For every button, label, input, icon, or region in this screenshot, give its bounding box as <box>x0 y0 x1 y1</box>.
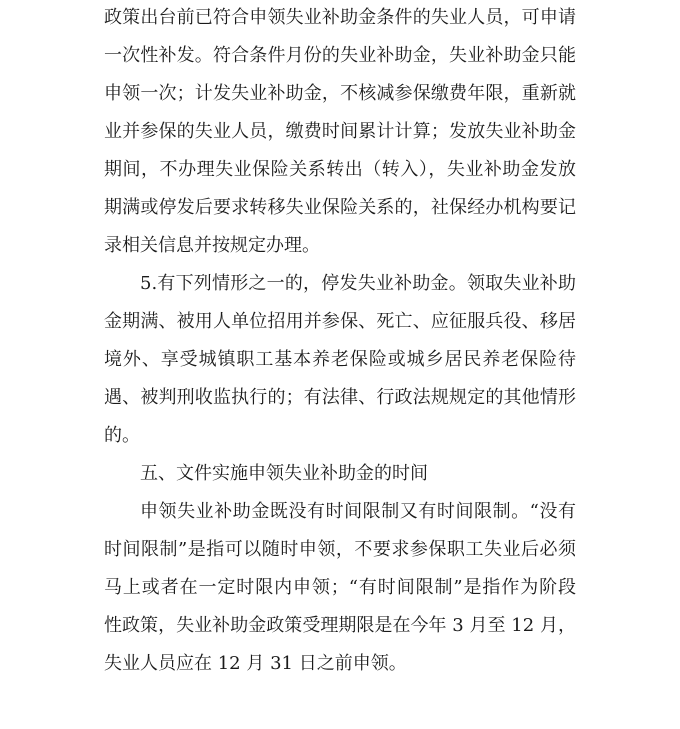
paragraph-line: 政策出台前已符合申领失业补助金条件的失业人员，可申请 <box>104 7 576 28</box>
paragraph-line: 期满或停发后要求转移失业保险关系的，社保经办机构要记 <box>104 197 576 218</box>
paragraph-line: 遇、被判刑收监执行的；有法律、行政法规规定的其他情形 <box>104 387 576 408</box>
paragraph-line: 时间限制”是指可以随时申领，不要求参保职工失业后必须 <box>104 539 576 560</box>
paragraph-line: 马上或者在一定时限内申领；“有时间限制”是指作为阶段 <box>104 577 576 598</box>
paragraph-line: 5.有下列情形之一的，停发失业补助金。领取失业补助 <box>140 273 576 294</box>
paragraph-line: 申领失业补助金既没有时间限制又有时间限制。“没有 <box>140 501 576 522</box>
paragraph-line: 一次性补发。符合条件月份的失业补助金，失业补助金只能 <box>104 45 576 66</box>
paragraph-line: 金期满、被用人单位招用并参保、死亡、应征服兵役、移居 <box>104 311 576 332</box>
paragraph-line: 期间，不办理失业保险关系转出（转入），失业补助金发放 <box>104 159 576 180</box>
paragraph-line: 性政策，失业补助金政策受理期限是在今年 3 月至 12 月， <box>104 615 576 636</box>
paragraph-line: 的。 <box>104 425 140 446</box>
paragraph-line: 业并参保的失业人员，缴费时间累计计算；发放失业补助金 <box>104 121 576 142</box>
paragraph-line: 失业人员应在 12 月 31 日之前申领。 <box>104 653 407 674</box>
paragraph-line: 境外、享受城镇职工基本养老保险或城乡居民养老保险待 <box>104 349 576 370</box>
paragraph-line: 申领一次；计发失业补助金，不核减参保缴费年限，重新就 <box>104 83 576 104</box>
paragraph-line: 录相关信息并按规定办理。 <box>104 235 320 256</box>
section-heading: 五、文件实施申领失业补助金的时间 <box>140 463 428 484</box>
